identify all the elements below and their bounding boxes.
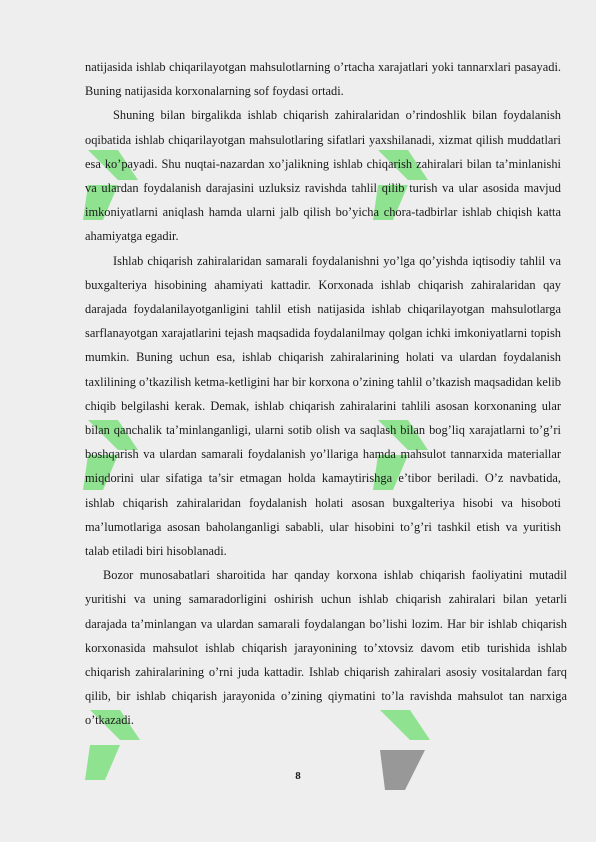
paragraph-1: natijasida ishlab chiqarilayotgan mahsulotlarning o’rtacha xarajatlari yoki tannarxlari pasayadi. Buning natijasida korxonalarning sof foydasi ortadi.: [85, 60, 561, 99]
page-number: 8: [295, 770, 301, 782]
paragraph-2: Shuning bilan birgalikda ishlab chiqarish zahiralaridan o’rindoshlik bilan foydalanish oqibatida ishlab chiqarilayotgan mahsulotlaring sifatlari yaxshilanadi, xizmat qilish muddatlari esa ko’payadi. Shu nuqtai-nazardan xo’jalikning ishlab chiqarish zahiralari bilan ta’minlanishi va ulardan foydalanish darajasini uzluksiz ravishda tahlil qilib turish va ular asosida mavjud imkoniyatlarni aniqlash hamda ularni jalb qilish bo’yicha chora-tadbirlar ishlab chiqish katta ahamiyatga egadir.: [85, 108, 561, 244]
body-text: [85, 55, 567, 733]
paragraph-3: Ishlab chiqarish zahiralaridan samarali foydalanishni yo’lga qo’yishda iqtisodiy tahlil va buxgalteriya hisobining ahamiyati kattadir. Korxonada ishlab chiqarish zahiralaridan qay darajada foydalanilayotganligini tahlil etish natijasida ishlab chiqarilayotgan mahsulotlarga sarflanayotgan xarajatlarini tejash maqsadida foydalanilmay qolgan ichki imkoniyatlarni topish mumkin. Buning uchun esa, ishlab chiqarish zahiralarining holati va ulardan foydalanish taxlilining o’tkazilish ketma-ketligini har bir korxona o’zining tahlil o’tkazish maqsadidan kelib chiqib belgilashi kerak. Demak, ishlab chiqarish zahiralarini tahlili asosan korxonaning ular bilan qanchalik ta’minlanganligi, ularni sotib olish va saqlash bilan bog’liq xarajatlarni to’g’ri boshqarish va ulardan samarali foydalanish yo’llariga hamda mahsulot tannarxida materiallar miqdorini ular sifatiga ta’sir etmagan holda kamaytirishga e’tibor beriladi. O’z navbatida, ishlab chiqarish zahiralaridan foydalanish holati asosan buxgalteriya hisobi va hisoboti ma’lumotlariga asosan baholanganligi sababli, ular hisobini to’g’ri tashkil etish va yuritish talab etiladi biri hisoblanadi.: [85, 253, 561, 559]
paragraph-4: Bozor munosabatlari sharoitida har qanday korxona ishlab chiqarish faoliyatini mutadil yuritishi va uning samaradorligini oshirish uchun ishlab chiqarish zahiralari bilan yetarli darajada ta’minlangan va ulardan samarali foydalangan bo’lishi lozim. Har bir ishlab chiqarish korxonasida mahsulot ishlab chiqarish jarayonining to’xtovsiz davom etib turishida ishlab chiqarish zahiralarining o’rni juda kattadir. Ishlab chiqarish zahiralari asosiy vositalardan farq qilib, bir ishlab chiqarish jarayonida o’zining qiymatini to’la ravishda mahsulot tan narxiga o’tkazadi.: [85, 568, 567, 728]
